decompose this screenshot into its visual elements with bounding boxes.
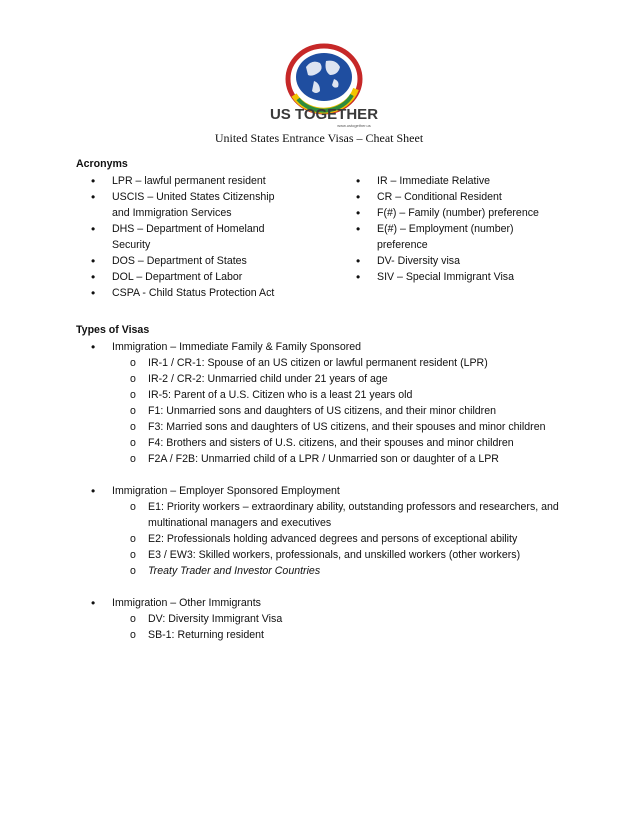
- visa-item: [130, 371, 571, 387]
- acronym-item: • E(#) – Employment (number) preference: [356, 221, 546, 253]
- acronym-item: • DOS – Department of States: [91, 253, 291, 269]
- visa-item-text: F2A / F2B: Unmarried child of a LPR / Unmarried son or daughter of a LPR: [148, 453, 499, 465]
- visa-item-text: IR-1 / CR-1: Spouse of an US citizen or lawful permanent resident (LPR): [148, 357, 488, 369]
- sub-bullet-marker: o: [130, 501, 136, 513]
- logo-wordmark: US TOGETHER: [269, 106, 379, 123]
- visa-item-text: E2: Professionals holding advanced degrees and persons of exceptional ability: [148, 533, 518, 545]
- visa-item: [130, 387, 571, 403]
- visa-item-text: F4: Brothers and sisters of U.S. citizens, and their spouses and minor children: [148, 437, 514, 449]
- visa-group-label: Immigration – Employer Sponsored Employment: [112, 485, 340, 497]
- acronyms-left-list: [91, 173, 291, 301]
- visa-item-text: IR-5: Parent of a U.S. Citizen who is a least 21 years old: [148, 389, 413, 401]
- visa-group-label: Immigration – Other Immigrants: [112, 597, 261, 609]
- visa-sub-list: [130, 355, 571, 467]
- visa-sub-list: [130, 611, 571, 643]
- types-of-visas-heading: Types of Visas: [76, 324, 150, 336]
- acronyms-right-list: [356, 173, 546, 285]
- logo-graphic: [268, 43, 380, 130]
- acronym-item: • LPR – lawful permanent resident: [91, 173, 291, 189]
- sub-bullet-marker: o: [130, 453, 136, 465]
- sub-bullet-marker: o: [130, 405, 136, 417]
- visa-item-text: E3 / EW3: Skilled workers, professionals, and unskilled workers (other workers): [148, 549, 521, 561]
- sub-bullet-marker: o: [130, 421, 136, 433]
- visa-group: [91, 483, 571, 579]
- visa-item: [130, 435, 571, 451]
- visa-sub-list: [130, 499, 571, 579]
- visa-item: [130, 563, 571, 579]
- visa-group: [91, 595, 571, 643]
- page-title: United States Entrance Visas – Cheat Sheet: [214, 131, 424, 145]
- acronyms-heading: Acronyms: [76, 158, 128, 170]
- visa-item-text: DV: Diversity Immigrant Visa: [148, 613, 283, 625]
- visa-item: [130, 355, 571, 371]
- visa-item: [130, 627, 571, 643]
- acronym-item: • CSPA - Child Status Protection Act: [91, 285, 291, 301]
- visa-item: [130, 451, 571, 467]
- sub-bullet-marker: o: [130, 437, 136, 449]
- acronym-item: • F(#) – Family (number) preference: [356, 205, 546, 221]
- visa-group-label: Immigration – Immediate Family & Family Sponsored: [112, 341, 362, 353]
- visa-group: [91, 339, 571, 467]
- visa-item: [130, 419, 571, 435]
- acronym-item: • CR – Conditional Resident: [356, 189, 546, 205]
- sub-bullet-marker: o: [130, 357, 136, 369]
- globe-icon: [296, 53, 352, 101]
- visa-item: [130, 403, 571, 419]
- sub-bullet-marker: o: [130, 389, 136, 401]
- sub-bullet-marker: o: [130, 613, 136, 625]
- acronym-item: • IR – Immediate Relative: [356, 173, 546, 189]
- sub-bullet-marker: o: [130, 533, 136, 545]
- visa-item-text: SB-1: Returning resident: [148, 629, 265, 641]
- acronym-item: • DHS – Department of Homeland Security: [91, 221, 291, 253]
- sub-bullet-marker: o: [130, 549, 136, 561]
- sub-bullet-marker: o: [130, 373, 136, 385]
- visa-item: [130, 547, 571, 563]
- sub-bullet-marker: o: [130, 629, 136, 641]
- visa-item: [130, 499, 571, 531]
- visa-item: [130, 611, 571, 627]
- visa-item-text: F3: Married sons and daughters of US citizens, and their spouses and minor children: [148, 421, 546, 433]
- acronym-item: • DOL – Department of Labor: [91, 269, 291, 285]
- acronym-item: • SIV – Special Immigrant Visa: [356, 269, 546, 285]
- logo-url: www.ustogether.us: [337, 123, 371, 128]
- sub-bullet-marker: o: [130, 565, 136, 577]
- visa-types-list: [91, 339, 571, 659]
- visa-item-text: E1: Priority workers – extraordinary ability, outstanding professors and researchers, and multinational managers and executives: [148, 501, 559, 529]
- visa-item-text: Treaty Trader and Investor Countries: [148, 565, 321, 577]
- us-together-logo: [268, 43, 380, 130]
- visa-item-text: IR-2 / CR-2: Unmarried child under 21 years of age: [148, 373, 388, 385]
- visa-item-text: F1: Unmarried sons and daughters of US citizens, and their minor children: [148, 405, 496, 417]
- visa-item: [130, 531, 571, 547]
- acronym-item: • USCIS – United States Citizenship and Immigration Services: [91, 189, 291, 221]
- acronym-item: • DV- Diversity visa: [356, 253, 546, 269]
